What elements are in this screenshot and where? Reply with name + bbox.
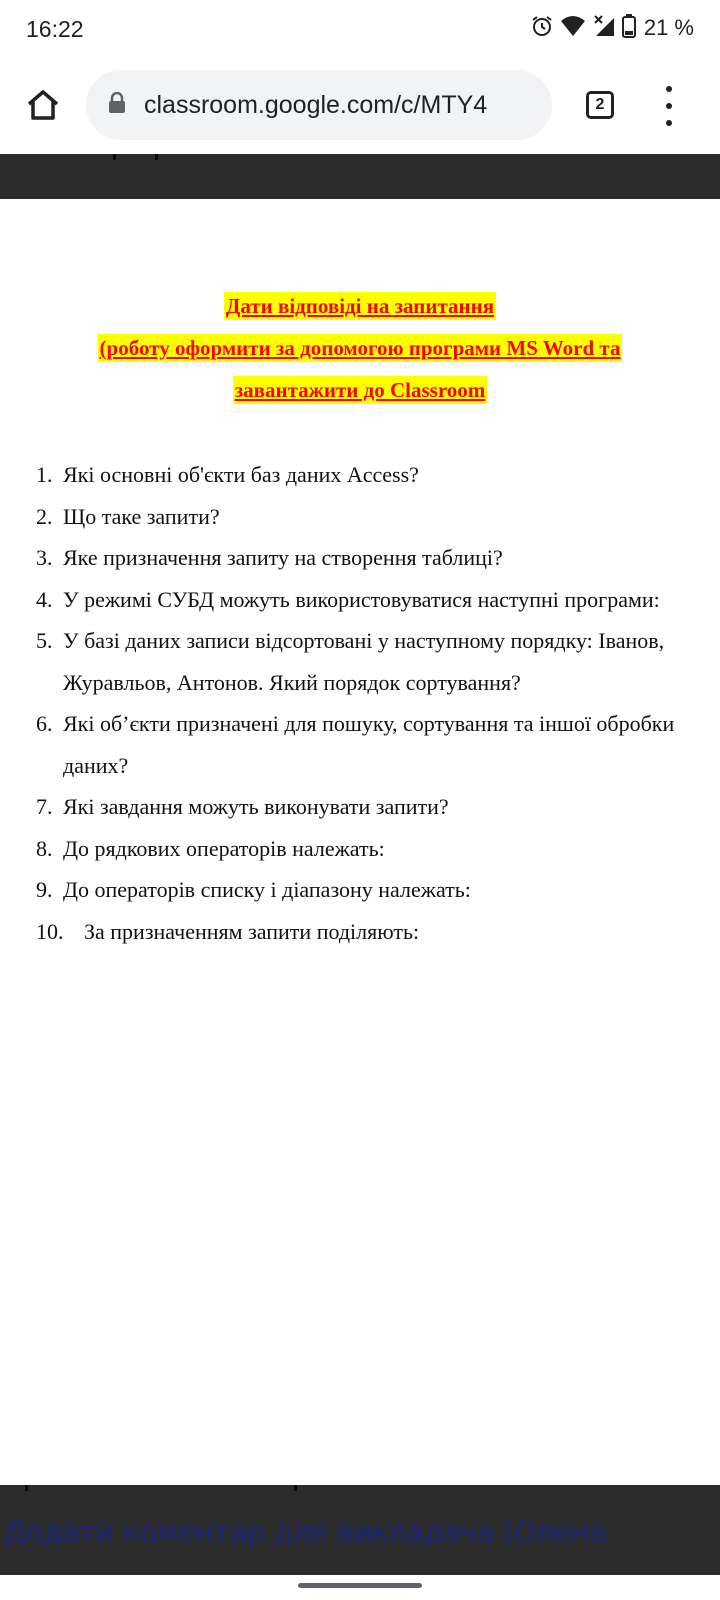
question-number: 7. <box>36 794 53 819</box>
signal-icon <box>592 14 616 42</box>
document-page <box>0 199 720 1485</box>
question-list <box>0 454 720 952</box>
question-item <box>0 454 720 496</box>
question-text: У режимі СУБД можуть використовуватися наступні програми: <box>63 586 660 612</box>
overflow-menu-button[interactable] <box>654 86 684 126</box>
viewer-bottom-bar <box>0 1485 720 1575</box>
status-bar <box>0 0 720 56</box>
home-button[interactable] <box>22 84 64 126</box>
question-item <box>0 496 720 538</box>
heading-line: завантажити до Classroom <box>234 378 486 402</box>
question-text: Яке призначення запиту на створення таблиці? <box>63 545 503 570</box>
address-bar[interactable] <box>86 70 552 140</box>
question-item <box>0 869 720 911</box>
question-item <box>0 786 720 828</box>
question-item <box>0 828 720 870</box>
edge-mark <box>294 1485 297 1491</box>
heading-line: Дати відповіді на запитання <box>225 294 495 318</box>
question-number: 3. <box>36 545 53 570</box>
add-comment-link[interactable]: Додати коментар для викладача (Олена <box>4 1515 607 1548</box>
edge-mark <box>155 154 158 160</box>
question-number: 5. <box>36 628 53 653</box>
url-text: classroom.google.com/c/MTY4 <box>144 90 488 119</box>
edge-mark <box>113 154 116 160</box>
question-text: У базі даних записи відсортовані у наступному порядку: Іванов, Журавльов, Антонов. Який порядок сортування? <box>63 628 665 695</box>
question-number: 2. <box>36 503 53 529</box>
wifi-icon <box>560 15 586 41</box>
gesture-handle[interactable] <box>298 1583 422 1588</box>
edge-mark <box>25 1485 28 1491</box>
lock-icon <box>108 92 126 118</box>
question-item <box>0 620 720 703</box>
question-item <box>0 911 720 953</box>
home-icon <box>26 89 60 121</box>
question-item <box>0 703 720 786</box>
question-text: Які завдання можуть виконувати запити? <box>63 794 449 819</box>
question-item <box>0 537 720 579</box>
battery-percent: 21 % <box>643 15 694 40</box>
menu-dot <box>666 120 672 126</box>
browser-toolbar <box>0 56 720 154</box>
question-item <box>0 579 720 621</box>
question-text: Що таке запити? <box>63 503 220 529</box>
assignment-heading <box>0 285 720 411</box>
question-number: 9. <box>36 877 53 902</box>
question-text: До операторів списку і діапазону належать: <box>63 877 471 902</box>
alarm-icon <box>530 14 554 42</box>
menu-dot <box>666 86 672 92</box>
question-number: 6. <box>36 711 53 736</box>
system-nav-bar <box>0 1575 720 1600</box>
question-number: 10. <box>36 918 64 944</box>
tab-switcher-button[interactable]: 2 <box>586 91 614 119</box>
menu-dot <box>666 103 672 109</box>
question-text: До рядкових операторів належать: <box>63 835 385 861</box>
viewer-top-bar <box>0 154 720 199</box>
battery-icon <box>622 14 636 42</box>
question-number: 4. <box>36 586 53 612</box>
status-time: 16:22 <box>26 16 84 42</box>
question-text: Які об’єкти призначені для пошуку, сортування та іншої обробки даних? <box>63 711 675 778</box>
question-text: Які основні об'єкти баз даних Access? <box>63 462 419 487</box>
heading-line: (роботу оформити за допомогою програми MS Word та <box>99 336 621 360</box>
question-number: 8. <box>36 835 53 861</box>
question-text: За призначенням запити поділяють: <box>84 918 420 944</box>
status-icons <box>530 14 694 42</box>
question-number: 1. <box>36 462 53 487</box>
